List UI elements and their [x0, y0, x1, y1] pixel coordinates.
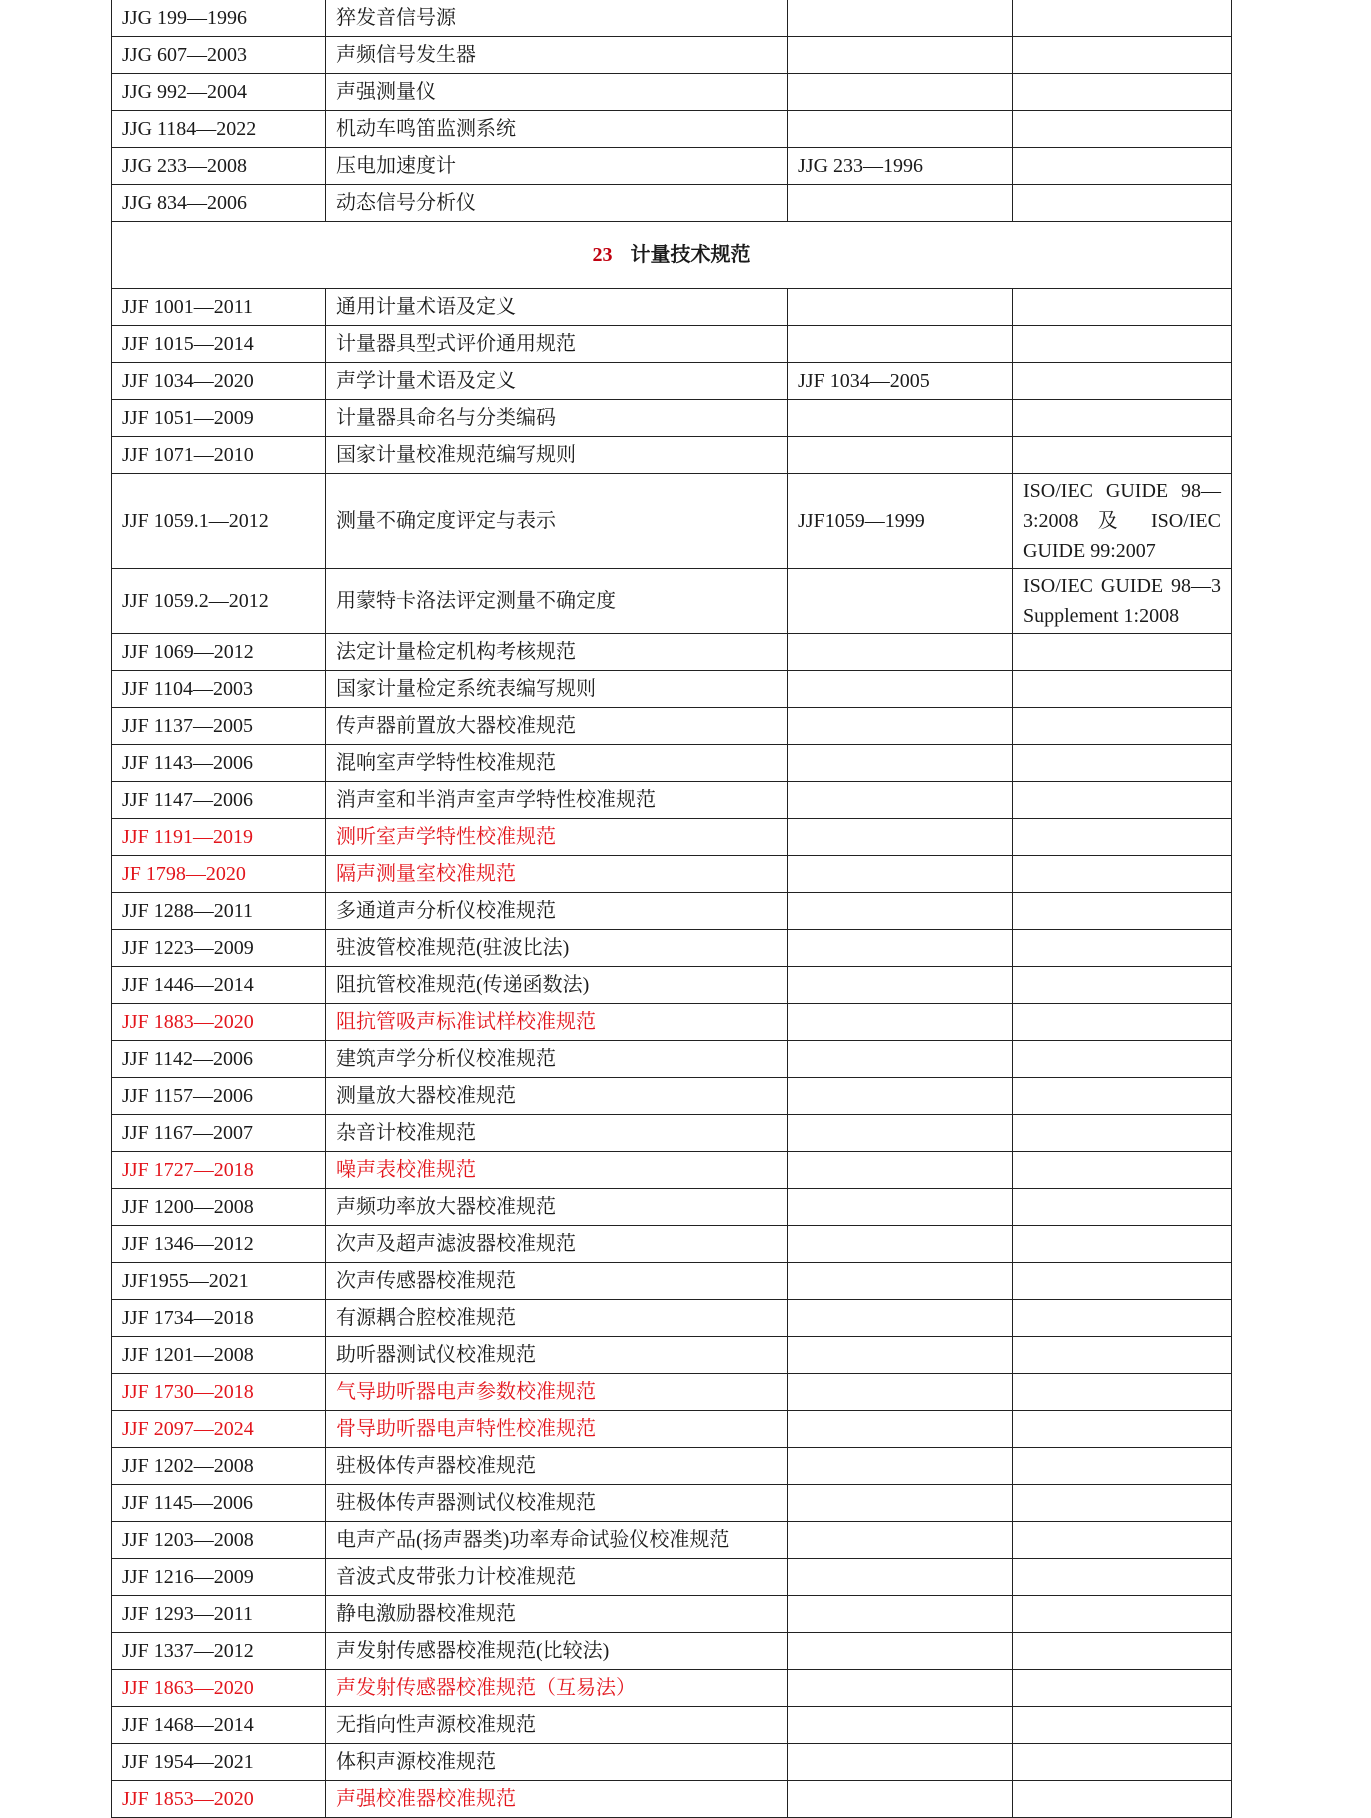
table-row [112, 856, 1232, 893]
name-cell: 声频信号发生器 [326, 37, 788, 74]
replaced-cell [788, 1559, 1013, 1596]
name-cell: 噪声表校准规范 [326, 1152, 788, 1189]
adopted-cell [1013, 1633, 1232, 1670]
code-cell: JJF 1201—2008 [112, 1337, 326, 1374]
replaced-cell [788, 326, 1013, 363]
adopted-cell [1013, 1078, 1232, 1115]
table-row [112, 1115, 1232, 1152]
name-cell: 声学计量术语及定义 [326, 363, 788, 400]
code-cell: JJF 1293—2011 [112, 1596, 326, 1633]
code-cell: JJF 1730—2018 [112, 1374, 326, 1411]
code-cell: JJF 1069—2012 [112, 634, 326, 671]
replaced-cell [788, 1670, 1013, 1707]
name-cell: 驻极体传声器校准规范 [326, 1448, 788, 1485]
table-row [112, 437, 1232, 474]
table-row [112, 819, 1232, 856]
code-cell: JJF 1883—2020 [112, 1004, 326, 1041]
table-body-top [112, 0, 1232, 222]
table-row [112, 1485, 1232, 1522]
adopted-cell [1013, 1374, 1232, 1411]
replaced-cell [788, 289, 1013, 326]
replaced-cell [788, 967, 1013, 1004]
name-cell: 计量器具命名与分类编码 [326, 400, 788, 437]
name-cell: 电声产品(扬声器类)功率寿命试验仪校准规范 [326, 1522, 788, 1559]
table-body-section [112, 289, 1232, 1818]
adopted-cell [1013, 1004, 1232, 1041]
name-cell: 声发射传感器校准规范（互易法） [326, 1670, 788, 1707]
name-cell: 法定计量检定机构考核规范 [326, 634, 788, 671]
code-cell: JJF 1137—2005 [112, 708, 326, 745]
replaced-cell [788, 569, 1013, 634]
name-cell: 混响室声学特性校准规范 [326, 745, 788, 782]
adopted-cell [1013, 1781, 1232, 1818]
code-cell: JF 1798—2020 [112, 856, 326, 893]
code-cell: JJG 607—2003 [112, 37, 326, 74]
name-cell: 阻抗管校准规范(传递函数法) [326, 967, 788, 1004]
replaced-cell [788, 1374, 1013, 1411]
name-cell: 有源耦合腔校准规范 [326, 1300, 788, 1337]
replaced-cell [788, 1152, 1013, 1189]
code-cell: JJF 1468—2014 [112, 1707, 326, 1744]
code-cell: JJF 1288—2011 [112, 893, 326, 930]
code-cell: JJF 1051—2009 [112, 400, 326, 437]
replaced-cell [788, 185, 1013, 222]
table-row [112, 1633, 1232, 1670]
name-cell: 驻波管校准规范(驻波比法) [326, 930, 788, 967]
code-cell: JJF 1727—2018 [112, 1152, 326, 1189]
adopted-cell [1013, 1485, 1232, 1522]
adopted-cell [1013, 1744, 1232, 1781]
adopted-cell [1013, 111, 1232, 148]
name-cell: 多通道声分析仪校准规范 [326, 893, 788, 930]
name-cell: 测听室声学特性校准规范 [326, 819, 788, 856]
replaced-cell: JJG 233—1996 [788, 148, 1013, 185]
section-header-cell [112, 222, 1232, 289]
adopted-cell [1013, 967, 1232, 1004]
code-cell: JJF1955—2021 [112, 1263, 326, 1300]
name-cell: 测量不确定度评定与表示 [326, 474, 788, 569]
adopted-cell [1013, 1411, 1232, 1448]
table-row [112, 1707, 1232, 1744]
adopted-cell [1013, 745, 1232, 782]
table-row [112, 1744, 1232, 1781]
replaced-cell [788, 0, 1013, 37]
code-cell: JJG 834—2006 [112, 185, 326, 222]
name-cell: 阻抗管吸声标准试样校准规范 [326, 1004, 788, 1041]
code-cell: JJF 1071—2010 [112, 437, 326, 474]
replaced-cell [788, 1226, 1013, 1263]
adopted-cell [1013, 1041, 1232, 1078]
replaced-cell [788, 111, 1013, 148]
section-number: 23 [592, 244, 613, 266]
code-cell: JJF 1202—2008 [112, 1448, 326, 1485]
adopted-cell [1013, 1263, 1232, 1300]
name-cell: 压电加速度计 [326, 148, 788, 185]
code-cell: JJF 1216—2009 [112, 1559, 326, 1596]
name-cell: 助听器测试仪校准规范 [326, 1337, 788, 1374]
name-cell: 隔声测量室校准规范 [326, 856, 788, 893]
replaced-cell [788, 1744, 1013, 1781]
name-cell: 用蒙特卡洛法评定测量不确定度 [326, 569, 788, 634]
replaced-cell [788, 74, 1013, 111]
code-cell: JJF 1337—2012 [112, 1633, 326, 1670]
table-row [112, 326, 1232, 363]
table-row [112, 1004, 1232, 1041]
name-cell: 声强测量仪 [326, 74, 788, 111]
table-row [112, 569, 1232, 634]
adopted-cell [1013, 634, 1232, 671]
adopted-cell [1013, 363, 1232, 400]
adopted-cell [1013, 1189, 1232, 1226]
code-cell: JJF 2097—2024 [112, 1411, 326, 1448]
adopted-cell [1013, 148, 1232, 185]
code-cell: JJF 1104—2003 [112, 671, 326, 708]
table-row [112, 474, 1232, 569]
adopted-cell [1013, 1115, 1232, 1152]
code-cell: JJF 1143—2006 [112, 745, 326, 782]
table-row [112, 1781, 1232, 1818]
code-cell: JJF 1223—2009 [112, 930, 326, 967]
replaced-cell [788, 782, 1013, 819]
table-row [112, 37, 1232, 74]
section-title: 计量技术规范 [630, 244, 751, 266]
table-row [112, 967, 1232, 1004]
name-cell: 消声室和半消声室声学特性校准规范 [326, 782, 788, 819]
code-cell: JJF 1059.1—2012 [112, 474, 326, 569]
replaced-cell [788, 1781, 1013, 1818]
replaced-cell [788, 819, 1013, 856]
code-cell: JJF 1853—2020 [112, 1781, 326, 1818]
replaced-cell [788, 745, 1013, 782]
table-row [112, 363, 1232, 400]
name-cell: 通用计量术语及定义 [326, 289, 788, 326]
replaced-cell [788, 1078, 1013, 1115]
adopted-cell [1013, 1152, 1232, 1189]
name-cell: 驻极体传声器测试仪校准规范 [326, 1485, 788, 1522]
adopted-cell [1013, 0, 1232, 37]
name-cell: 静电激励器校准规范 [326, 1596, 788, 1633]
replaced-cell [788, 1596, 1013, 1633]
adopted-cell: ISO/IEC GUIDE 98—3:2008 及 ISO/IEC GUIDE 99:2007 [1013, 474, 1232, 569]
table-row [112, 1596, 1232, 1633]
table-row [112, 1263, 1232, 1300]
table-row [112, 671, 1232, 708]
replaced-cell [788, 1707, 1013, 1744]
replaced-cell [788, 1041, 1013, 1078]
table-row [112, 148, 1232, 185]
replaced-cell [788, 708, 1013, 745]
adopted-cell: ISO/IEC GUIDE 98—3 Supplement 1:2008 [1013, 569, 1232, 634]
table-row [112, 782, 1232, 819]
name-cell: 机动车鸣笛监测系统 [326, 111, 788, 148]
name-cell: 声频功率放大器校准规范 [326, 1189, 788, 1226]
code-cell: JJF 1142—2006 [112, 1041, 326, 1078]
name-cell: 动态信号分析仪 [326, 185, 788, 222]
table-row [112, 1448, 1232, 1485]
name-cell: 猝发音信号源 [326, 0, 788, 37]
replaced-cell [788, 634, 1013, 671]
adopted-cell [1013, 1337, 1232, 1374]
replaced-cell [788, 1411, 1013, 1448]
adopted-cell [1013, 289, 1232, 326]
adopted-cell [1013, 1707, 1232, 1744]
code-cell: JJF 1200—2008 [112, 1189, 326, 1226]
adopted-cell [1013, 1448, 1232, 1485]
table-row [112, 1522, 1232, 1559]
adopted-cell [1013, 1596, 1232, 1633]
table-row [112, 74, 1232, 111]
code-cell: JJF 1863—2020 [112, 1670, 326, 1707]
section-header-body [112, 222, 1232, 289]
replaced-cell [788, 1263, 1013, 1300]
table-row [112, 0, 1232, 37]
replaced-cell [788, 1300, 1013, 1337]
table-row [112, 893, 1232, 930]
table-row [112, 111, 1232, 148]
code-cell: JJF 1734—2018 [112, 1300, 326, 1337]
section-header-row [112, 222, 1232, 289]
adopted-cell [1013, 400, 1232, 437]
replaced-cell [788, 1485, 1013, 1522]
name-cell: 体积声源校准规范 [326, 1744, 788, 1781]
code-cell: JJF 1446—2014 [112, 967, 326, 1004]
name-cell: 声发射传感器校准规范(比较法) [326, 1633, 788, 1670]
replaced-cell [788, 1522, 1013, 1559]
adopted-cell [1013, 893, 1232, 930]
table-row [112, 708, 1232, 745]
code-cell: JJF 1001—2011 [112, 289, 326, 326]
name-cell: 国家计量校准规范编写规则 [326, 437, 788, 474]
adopted-cell [1013, 1300, 1232, 1337]
replaced-cell: JJF1059—1999 [788, 474, 1013, 569]
replaced-cell [788, 856, 1013, 893]
adopted-cell [1013, 437, 1232, 474]
standards-table [111, 0, 1232, 1818]
table-row [112, 1670, 1232, 1707]
name-cell: 计量器具型式评价通用规范 [326, 326, 788, 363]
adopted-cell [1013, 1670, 1232, 1707]
name-cell: 杂音计校准规范 [326, 1115, 788, 1152]
replaced-cell [788, 930, 1013, 967]
table-row [112, 1411, 1232, 1448]
name-cell: 次声及超声滤波器校准规范 [326, 1226, 788, 1263]
adopted-cell [1013, 708, 1232, 745]
adopted-cell [1013, 782, 1232, 819]
code-cell: JJF 1059.2—2012 [112, 569, 326, 634]
code-cell: JJG 233—2008 [112, 148, 326, 185]
code-cell: JJF 1147—2006 [112, 782, 326, 819]
code-cell: JJF 1034—2020 [112, 363, 326, 400]
replaced-cell [788, 1115, 1013, 1152]
replaced-cell [788, 893, 1013, 930]
name-cell: 次声传感器校准规范 [326, 1263, 788, 1300]
adopted-cell [1013, 856, 1232, 893]
replaced-cell [788, 37, 1013, 74]
code-cell: JJF 1191—2019 [112, 819, 326, 856]
code-cell: JJF 1346—2012 [112, 1226, 326, 1263]
name-cell: 国家计量检定系统表编写规则 [326, 671, 788, 708]
adopted-cell [1013, 326, 1232, 363]
replaced-cell [788, 1004, 1013, 1041]
adopted-cell [1013, 1522, 1232, 1559]
adopted-cell [1013, 1559, 1232, 1596]
replaced-cell: JJF 1034—2005 [788, 363, 1013, 400]
code-cell: JJF 1145—2006 [112, 1485, 326, 1522]
name-cell: 音波式皮带张力计校准规范 [326, 1559, 788, 1596]
name-cell: 传声器前置放大器校准规范 [326, 708, 788, 745]
table-row [112, 289, 1232, 326]
replaced-cell [788, 1633, 1013, 1670]
name-cell: 测量放大器校准规范 [326, 1078, 788, 1115]
code-cell: JJF 1157—2006 [112, 1078, 326, 1115]
replaced-cell [788, 1189, 1013, 1226]
adopted-cell [1013, 74, 1232, 111]
table-row [112, 1226, 1232, 1263]
replaced-cell [788, 1337, 1013, 1374]
table-row [112, 745, 1232, 782]
code-cell: JJF 1954—2021 [112, 1744, 326, 1781]
table-row [112, 1041, 1232, 1078]
table-row [112, 1189, 1232, 1226]
code-cell: JJG 1184—2022 [112, 111, 326, 148]
code-cell: JJF 1015—2014 [112, 326, 326, 363]
replaced-cell [788, 1448, 1013, 1485]
name-cell: 气导助听器电声参数校准规范 [326, 1374, 788, 1411]
adopted-cell [1013, 185, 1232, 222]
table-row [112, 400, 1232, 437]
table-row [112, 1300, 1232, 1337]
table-row [112, 1337, 1232, 1374]
replaced-cell [788, 437, 1013, 474]
name-cell: 建筑声学分析仪校准规范 [326, 1041, 788, 1078]
replaced-cell [788, 671, 1013, 708]
table-row [112, 185, 1232, 222]
code-cell: JJF 1203—2008 [112, 1522, 326, 1559]
name-cell: 无指向性声源校准规范 [326, 1707, 788, 1744]
adopted-cell [1013, 819, 1232, 856]
table-row [112, 634, 1232, 671]
code-cell: JJG 992—2004 [112, 74, 326, 111]
name-cell: 声强校准器校准规范 [326, 1781, 788, 1818]
table-row [112, 930, 1232, 967]
adopted-cell [1013, 671, 1232, 708]
table-row [112, 1374, 1232, 1411]
table-row [112, 1152, 1232, 1189]
adopted-cell [1013, 37, 1232, 74]
replaced-cell [788, 400, 1013, 437]
code-cell: JJF 1167—2007 [112, 1115, 326, 1152]
name-cell: 骨导助听器电声特性校准规范 [326, 1411, 788, 1448]
table-row [112, 1559, 1232, 1596]
code-cell: JJG 199—1996 [112, 0, 326, 37]
adopted-cell [1013, 930, 1232, 967]
adopted-cell [1013, 1226, 1232, 1263]
table-row [112, 1078, 1232, 1115]
